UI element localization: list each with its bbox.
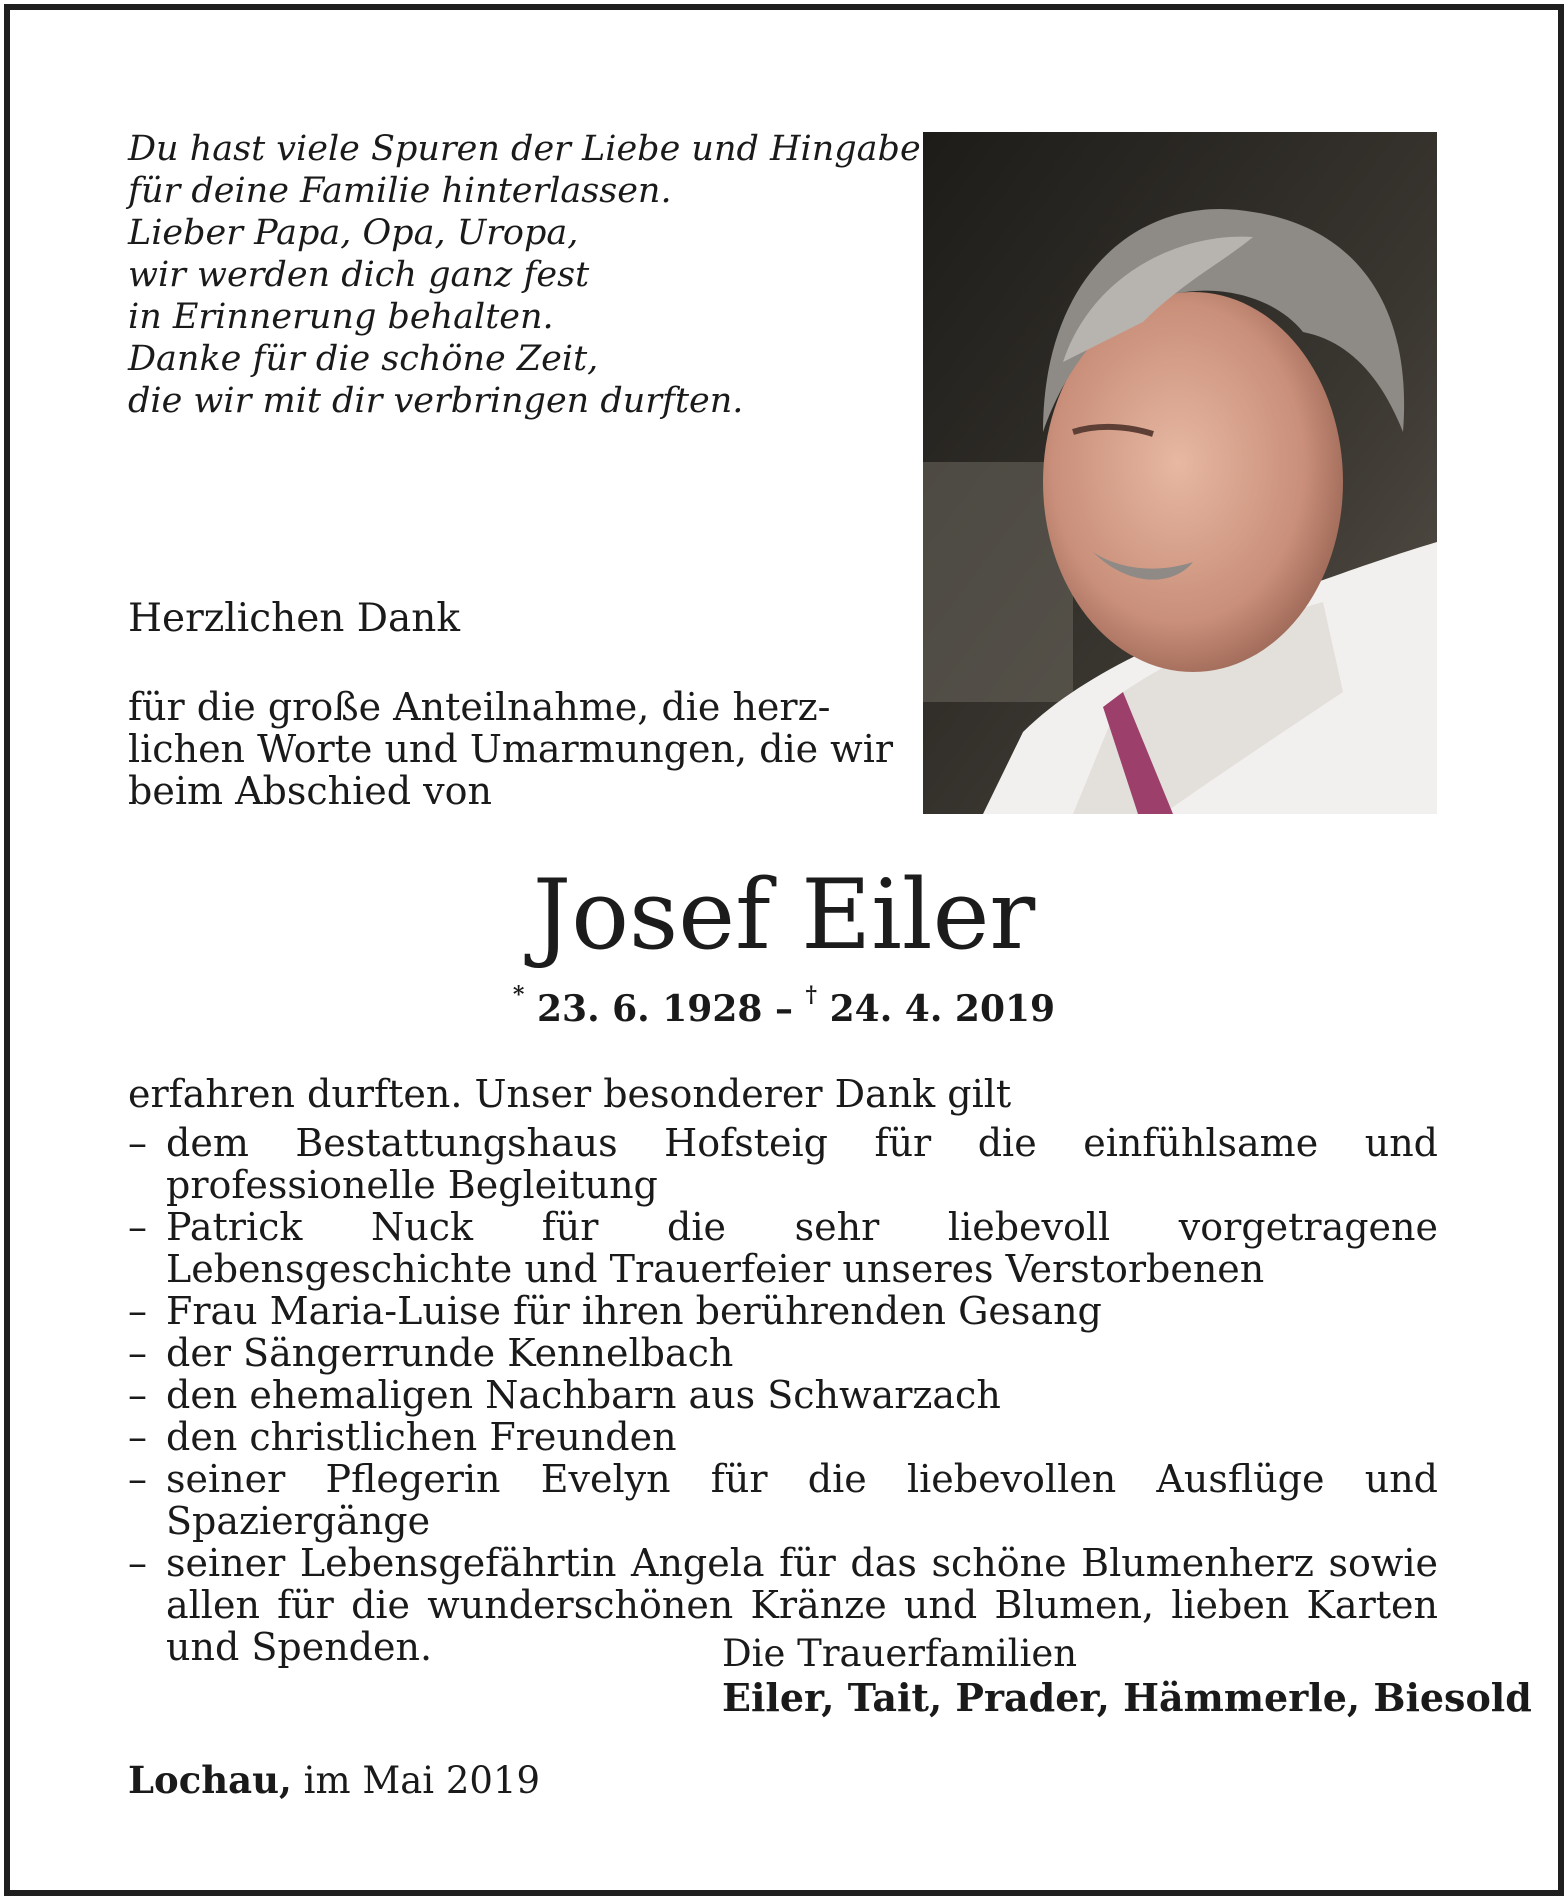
thanks-list bbox=[128, 1122, 1438, 1668]
signature-intro: Die Trauerfamilien bbox=[722, 1632, 1078, 1675]
list-item-text: den ehemaligen Nachbarn aus Schwarzach bbox=[166, 1373, 1001, 1417]
signature bbox=[722, 1632, 1532, 1720]
list-dash: – bbox=[128, 1331, 147, 1375]
poem bbox=[128, 128, 921, 422]
intro-text bbox=[128, 685, 894, 813]
list-item-text: seiner Pflegerin Evelyn für die liebevollen Ausflüge und Spaziergänge bbox=[166, 1457, 1438, 1543]
list-item-text: der Sängerrunde Kennelbach bbox=[166, 1331, 734, 1375]
list-dash: – bbox=[128, 1205, 147, 1249]
list-item bbox=[128, 1374, 1438, 1416]
birth-symbol: * bbox=[512, 982, 525, 1008]
poem-line: Du hast viele Spuren der Liebe und Hingabe bbox=[128, 129, 921, 169]
thanks-lead: erfahren durften. Unser besonderer Dank gilt bbox=[128, 1072, 1012, 1116]
place-month: im Mai 2019 bbox=[303, 1759, 541, 1802]
list-item bbox=[128, 1416, 1438, 1458]
death-date: 24. 4. 2019 bbox=[829, 988, 1056, 1030]
list-item bbox=[128, 1290, 1438, 1332]
list-item-text: Patrick Nuck für die sehr liebevoll vorgetragene Lebensgeschichte und Trauerfeier unseres Verstorbenen bbox=[166, 1205, 1438, 1291]
birth-date: 23. 6. 1928 bbox=[536, 988, 763, 1030]
list-item bbox=[128, 1122, 1438, 1206]
poem-line: wir werden dich ganz fest bbox=[128, 255, 590, 295]
date-separator: – bbox=[775, 988, 793, 1030]
list-dash: – bbox=[128, 1121, 147, 1165]
list-dash: – bbox=[128, 1457, 147, 1501]
poem-line: die wir mit dir verbringen durften. bbox=[128, 381, 744, 421]
place-date bbox=[128, 1758, 540, 1802]
list-item bbox=[128, 1458, 1438, 1542]
intro-line: für die große Anteilnahme, die herz- bbox=[128, 685, 831, 729]
portrait-photo bbox=[923, 132, 1437, 814]
list-dash: – bbox=[128, 1289, 147, 1333]
family-names: Eiler, Tait, Prader, Hämmerle, Biesold bbox=[722, 1675, 1532, 1720]
poem-line: in Erinnerung behalten. bbox=[128, 297, 554, 337]
list-item bbox=[128, 1332, 1438, 1374]
place-town: Lochau, bbox=[128, 1758, 292, 1802]
list-item-text: dem Bestattungshaus Hofsteig für die einfühlsame und professionelle Begleitung bbox=[166, 1121, 1438, 1207]
list-item bbox=[128, 1206, 1438, 1290]
list-item-text: Frau Maria-Luise für ihren berührenden Gesang bbox=[166, 1289, 1102, 1333]
list-dash: – bbox=[128, 1541, 147, 1585]
death-symbol: † bbox=[805, 982, 818, 1008]
intro-line: beim Abschied von bbox=[128, 769, 492, 813]
portrait-image bbox=[923, 132, 1437, 814]
deceased-name: Josef Eiler bbox=[532, 859, 1036, 971]
list-dash: – bbox=[128, 1415, 147, 1459]
intro-line: lichen Worte und Umarmungen, die wir bbox=[128, 727, 894, 771]
list-item-text: seiner Lebensgefährtin Angela für das schöne Blumenherz sowie allen für die wunderschönen Kränze und Blumen, lieben Karten und Spenden. bbox=[166, 1541, 1438, 1669]
life-dates bbox=[0, 982, 1568, 1030]
poem-line: Lieber Papa, Opa, Uropa, bbox=[128, 213, 579, 253]
poem-line: Danke für die schöne Zeit, bbox=[128, 339, 599, 379]
list-dash: – bbox=[128, 1373, 147, 1417]
thanks-heading: Herzlichen Dank bbox=[128, 596, 461, 641]
list-item-text: den christlichen Freunden bbox=[166, 1415, 677, 1459]
poem-line: für deine Familie hinterlassen. bbox=[128, 171, 672, 211]
